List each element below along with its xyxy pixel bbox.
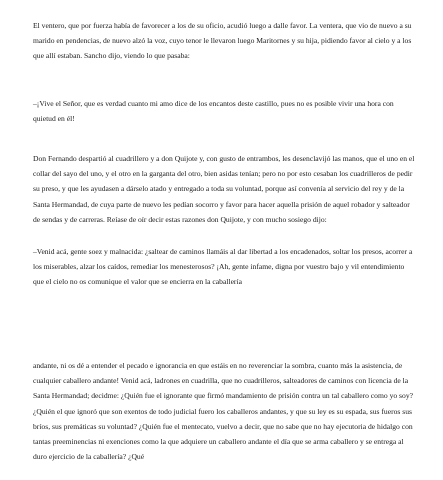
paragraph-don-fernando: Don Fernando despartió al cuadrillero y a don Quijote y, con gusto de entrambos, les desenclavijó las manos, que el uno en el collar del sayo del uno, y el otro en la garganta del otro, bien asidas tenían; pero no por esto cesaban los cuadrilleros de pedir su preso, y que les ayudasen a dárselo atado y entregado a toda su voluntad, porque así convenía al servicio del rey y de la Santa Hermandad, de cuya parte de nuevo les pedían socorro y favor para hacer aquella prisión de aquel robador y salteador de sendas y de carreras. Reíase de oír decir estas razones don Quijote, y con mucho sosiego dijo: — [33, 154, 415, 224]
paragraph-andante: andante, ni os dé a entender el pecado e ignorancia en que estáis en no reverenciar la sombra, cuanto más la asistencia, de cualquier caballero andante! Venid acá, ladrones en cuadrilla, que no cuadrilleros, salteadores de caminos con licencia de la Santa Hermandad; decidme: ¿Quién fue el ignorante que firmó mandamiento de prisión contra un tal caballero como yo soy? ¿Quién el que ignoró que son exentos de todo judicial fuero los caballeros andantes, y que su ley es su espada, sus fueros sus bríos, sus premáticas su voluntad? ¿Quién fue el mentecato, vuelvo a decir, que no sabe que no hay ejecutoria de hidalgo con tantas preeminencias ni exenciones como la que adquiere un caballero andante el día que se arma caballero y se entrega al duro ejercicio de la caballería? ¿Qué — [33, 361, 413, 462]
paragraph-sancho-exclamation: –¡Vive el Señor, que es verdad cuanto mi amo dice de los encantos deste castillo, pues no es posible vivir una hora con quietud en él! — [33, 99, 394, 124]
paragraph-ventero: El ventero, que por fuerza había de favorecer a los de su oficio, acudió luego a dalle favor. La ventera, que vio de nuevo a su marido en pendencias, de nuevo alzó la voz, cuyo tenor le llevaron luego Maritornes y su hija, pidiendo favor al cielo y a los que allí estaban. Sancho dijo, viendo lo que pasaba: — [33, 21, 412, 61]
paragraph-venid-aca: –Venid acá, gente soez y malnacida: ¿saltear de caminos llamáis al dar libertad a los encadenados, soltar los presos, acorrer a los miserables, alzar los caídos, remediar los menesterosos? ¡Ah, gente infame, digna por vuestro bajo y vil entendimiento que el cielo no os comunique el valor que se encierra en la caballería — [33, 247, 413, 287]
